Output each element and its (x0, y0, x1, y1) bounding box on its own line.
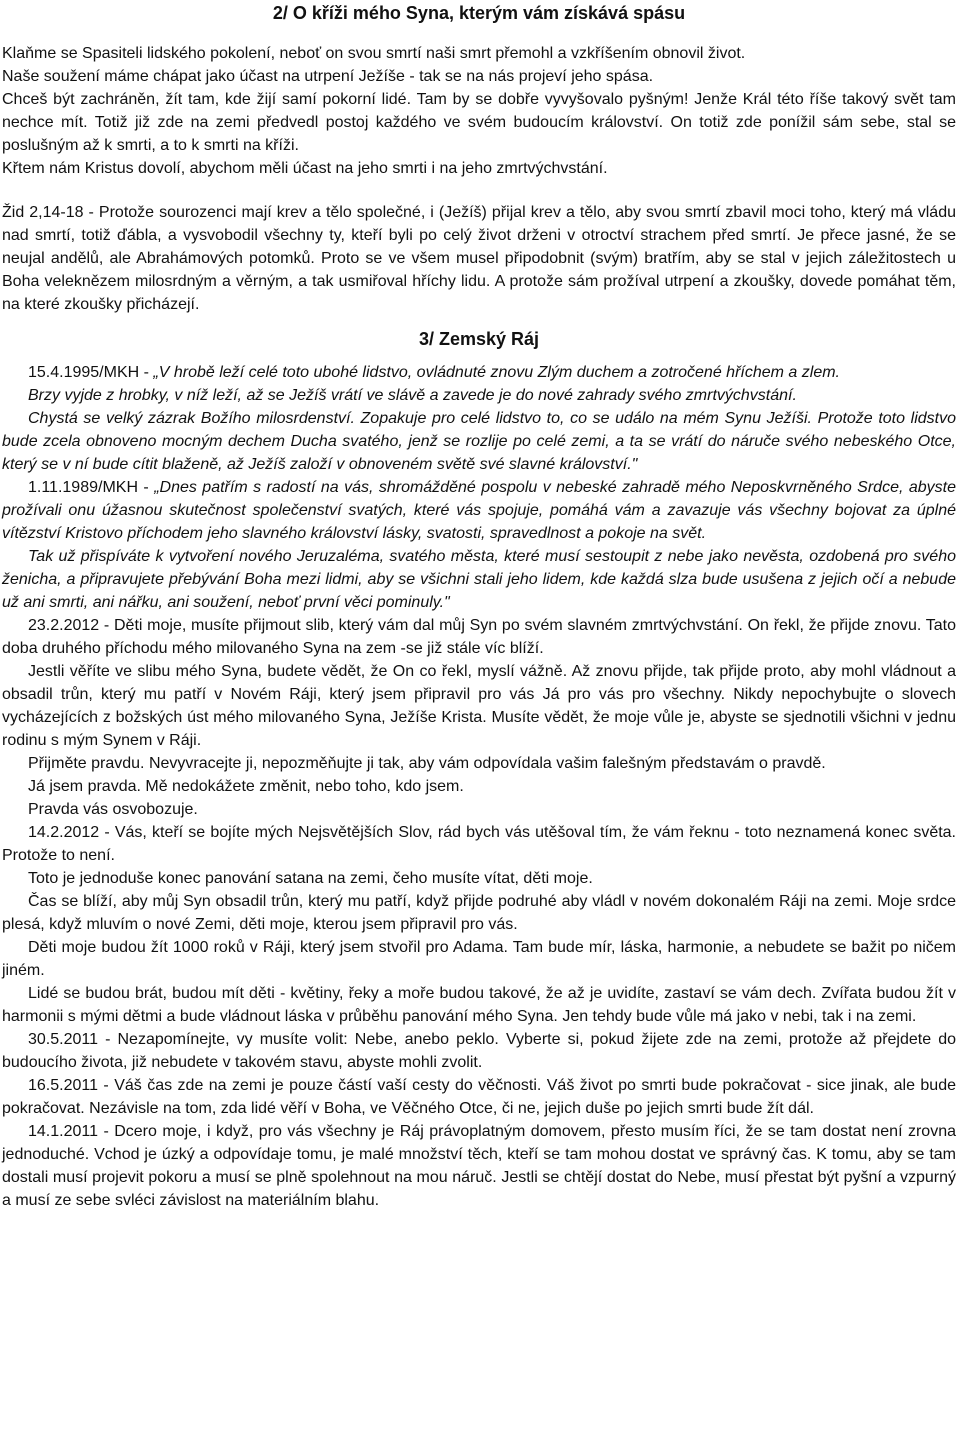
message-quote: „V hrobě leží celé toto ubohé lidstvo, ovládnuté znovu Zlým duchem a zotročené hříchem a zlem. (153, 364, 840, 381)
intro-paragraph: Chceš být zachráněn, žít tam, kde žijí samí pokorní lidé. Tam by se dobře vyvyšovalo pyšným! Jenže Král této říše takový svět tam nechce mít. Totiž již zde na zemi předvedl postoj každého ve svém budoucím království. On totiž zde ponížil sám sebe, stal se poslušným až k smrti, a to k smrti na kříži. (2, 91, 956, 154)
message-quote: Tak už přispíváte k vytvoření nového Jeruzaléma, svatého města, které musí sestoupit z nebe jako nevěsta, ozdobená pro svého ženicha, a připravujete přebývání Boha mezi lidmi, aby se všichni stali jeho lidem, kde každá slza bude usušena z jejich očí a nebude už ani smrti, ani nářku, ani soužení, neboť první věci pominuly." (2, 548, 956, 611)
body-paragraph: Děti moje budou žít 1000 roků v Ráji, který jsem stvořil pro Adama. Tam bude mír, láska, harmonie, a nebudete se bažit po ničem jiném. (2, 939, 956, 979)
body-paragraph: Lidé se budou brát, budou mít děti - květiny, řeky a moře budou takové, že až je uvidíte, zastaví se vám dech. Zvířata budou žít v harmonii s mými dětmi a bude vládnout láska v průběhu panování mého Syna. Jen tehdy bude vůle má jako v nebi, tak i na zemi. (2, 985, 956, 1025)
body-paragraph: Jestli věříte ve slibu mého Syna, budete vědět, že On co řekl, myslí vážně. Až znovu přijde, tak přijde proto, aby mohl vládnout a obsadil trůn, který mu patří v Novém Ráji, který jsem připravil pro vás Já pro vás pro všechny. Nikdy nepochybujte o slovech vycházejících z božských úst mého milovaného Syna, Ježíše Krista. Musíte vědět, že moje vůle je, abyste se sjednotili všichni v jednu rodinu s mým Synem v Ráji. (2, 663, 956, 749)
message-1995 (2, 361, 956, 384)
message-1995-paragraph (2, 384, 956, 407)
scripture-paragraph: Žid 2,14-18 - Protože sourozenci mají krev a tělo společné, i (Ježíš) přijal krev a tělo, aby svou smrtí zbavil moci toho, který má vládu nad smrtí, totiž ďábla, a vysvobodil všechny ty, kteří byli po celý život drženi v otroctví strachem před smrtí. Je přece jasné, že se neujal andělů, ale Abrahámových potomků. Proto se ve všem musel připodobnit (svým) bratřím, aby se stal v jejich záležitostech u Boha veleknězem milosrdným a věrným, a tak usmiřoval hříchy lidu. A protože sám prožíval utrpení a zkoušky, dovede pomáhat těm, na které zkoušky přicházejí. (2, 204, 956, 313)
body-paragraph: Toto je jednoduše konec panování satana na zemi, čeho musíte vítat, děti moje. (28, 870, 593, 887)
intro-paragraph: Klaňme se Spasiteli lidského pokolení, neboť on svou smrtí naši smrt přemohl a vzkříšením obnovil život. (2, 45, 746, 62)
message-1989-paragraph (2, 545, 956, 614)
message-date: 1.11.1989/MKH - (28, 479, 155, 496)
message-date: 15.4.1995/MKH - (28, 364, 154, 381)
section-title-cross: 2/ O kříži mého Syna, kterým vám získává spásu (272, 3, 686, 23)
body-paragraph: Čas se blíží, aby můj Syn obsadil trůn, který mu patří, když přijde podruhé aby vládl v novém dokonalém Ráji na zemi. Moje srdce plesá, když mluvím o nové Zemi, děti moje, kterou jsem připravil pro vás. (2, 893, 956, 933)
body-paragraph: 23.2.2012 - Děti moje, musíte přijmout slib, který vám dal můj Syn po svém slavném zmrtvýchvstání. On řekl, že přijde znovu. Tato doba druhého příchodu mého milovaného Syna na zem -se již stále víc blíží. (2, 617, 956, 657)
message-quote: Brzy vyjde z hrobky, v níž leží, až se Ježíš vrátí ve slávě a zavede je do nové zahrady svého zmrtvýchvstání. (28, 387, 797, 404)
message-1989 (2, 476, 956, 545)
body-paragraph: Pravda vás osvobozuje. (28, 801, 198, 818)
intro-paragraph: Naše soužení máme chápat jako účast na utrpení Ježíše - tak se na nás projeví jeho spása. (2, 68, 654, 85)
body-paragraph: 16.5.2011 - Váš čas zde na zemi je pouze částí vaší cesty do věčnosti. Váš život po smrti bude pokračovat - sice jinak, ale bude pokračovat. Nezávisle na tom, zda lidé věří v Boha, ve Věčného Otce, či ne, jejich duše po jejich smrti bude žít dál. (2, 1077, 956, 1117)
body-paragraph: 30.5.2011 - Nezapomínejte, vy musíte volit: Nebe, anebo peklo. Vyberte si, pokud žijete zde na zemi, protože až přejdete do budoucího života, již nebudete v takovém stavu, abyste mohli zvolit. (2, 1031, 956, 1071)
section-title-paradise: 3/ Zemský Ráj (418, 329, 540, 349)
body-paragraph: 14.1.2011 - Dcero moje, i když, pro vás všechny je Ráj právoplatným domovem, přesto musím říci, že se tam dostat není zrovna jednoduché. Vchod je úzký a odpovídaje tomu, je malé množství těch, kteří se tam mohou dostat ve správný čas. K tomu, aby se tam dostali musí projevit pokoru a musí se plně spolehnout na mou náruč. Jestli se chtějí dostat do Nebe, musí přestat být pyšní a vzpurný a musí ze sebe svléci závislost na materiálním blahu. (2, 1123, 956, 1209)
body-paragraph: Já jsem pravda. Mě nedokážete změnit, nebo toho, kdo jsem. (28, 778, 464, 795)
message-quote: „Dnes patřím s radostí na vás, shromážděné pospolu v nebeské zahradě mého Neposkvrněného Srdce, abyste prožívali onu úžasnou skutečnost společenství svatých, které vás spojuje, pomáhá vám a zavazuje vás všechny bojovat za úplné vítězství Kristovo příchodem jeho slavného království lásky, svatosti, spravedlnost a pokoje na svět. (2, 479, 956, 542)
body-paragraph: 14.2.2012 - Vás, kteří se bojíte mých Nejsvětějších Slov, rád bych vás utěšoval tím, že vám řeknu - toto neznamená konec světa. Protože to není. (2, 824, 956, 864)
intro-block (2, 42, 956, 180)
body-paragraph: Přijměte pravdu. Nevyvracejte ji, nepozměňujte ji tak, aby vám odpovídala vašim falešným představám o pravdě. (28, 755, 826, 772)
intro-paragraph: Křtem nám Kristus dovolí, abychom měli účast na jeho smrti i na jeho zmrtvýchvstání. (2, 160, 608, 177)
message-1995-paragraph (2, 407, 956, 476)
message-quote: Chystá se velký zázrak Božího milosrdenství. Zopakuje pro celé lidstvo to, co se událo na mém Synu Ježíši. Protože toto lidstvo bude zcela obnoveno mocným dechem Ducha svatého, jenž se rozlije po celé zemi, a ta se vrátí do náruče svého nebeského Otce, který se v ní bude cítit blaženě, až Ježíš založí v obnoveném světě své slavné království." (2, 410, 956, 473)
